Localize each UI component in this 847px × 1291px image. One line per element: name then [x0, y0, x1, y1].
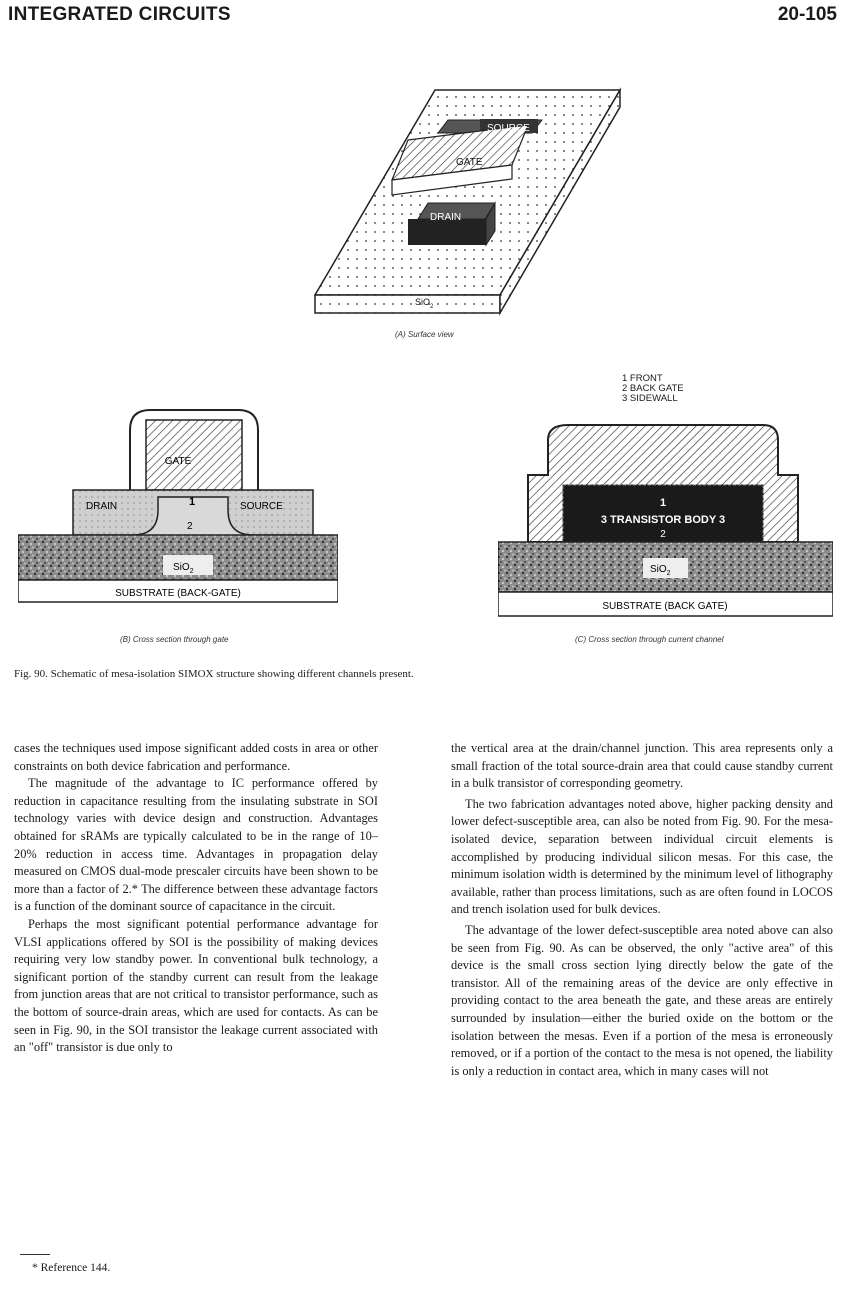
paragraph: the vertical area at the drain/channel junction. This area represents only a small fraction of the total source-drain area that could cause standby current in a bulk transistor of corresponding geometry.: [451, 741, 833, 791]
body-column-left: [14, 740, 378, 1057]
body-column-right: [451, 740, 833, 1080]
label-transistor-body: 3 TRANSISTOR BODY 3: [600, 514, 726, 526]
label-substrate: SUBSTRATE (BACK GATE): [602, 601, 728, 612]
figure-panel-c: [498, 420, 833, 620]
label-substrate: SUBSTRATE (BACK-GATE): [115, 588, 241, 599]
label-drain: DRAIN: [86, 501, 118, 512]
caption-panel-b: (B) Cross section through gate: [120, 635, 229, 644]
figure-caption: Fig. 90. Schematic of mesa-isolation SIMOX structure showing different channels present.: [14, 668, 414, 680]
paragraph: Perhaps the most significant potential performance advantage for VLSI applications offered by SOI is the possibility of making devices requiring very low standby power. In conventional bulk technology, a significant portion of the standby current can result from the leakage from junction areas that are not critical to transistor performance, such as the bottom of source-drain areas, which are used for contacts. As can be seen in Fig. 90, in the SOI transistor the leakage current associated with an "off" transistor is due only to: [14, 916, 378, 1055]
label-drain: DRAIN: [430, 212, 462, 223]
label-channel-2: 2: [660, 529, 666, 540]
slab-front: [315, 295, 500, 313]
legend-item-back-gate: 2 BACK GATE: [622, 383, 684, 394]
paragraph: The two fabrication advantages noted above, higher packing density and lower defect-susceptible area, can also be noted from Fig. 90. For the mesa-isolated device, separation between individual circuit elements is accomplished by producing individual silicon mesas. For this case, the minimum isolation width is determined by the minimum level of lithography available, rather than process limitations, such as are often found in LOCOS and trench isolation used for bulk devices.: [451, 796, 833, 917]
caption-panel-c: (C) Cross section through current channel: [575, 635, 724, 644]
panel-c-legend: [622, 374, 684, 404]
label-source: SOURCE: [487, 123, 530, 134]
label-gate: GATE: [164, 456, 192, 467]
label-sio2: SiO$_2$: [173, 562, 194, 575]
legend-item-front: 1 FRONT: [622, 373, 663, 384]
label-gate: GATE: [456, 157, 483, 168]
figure-panel-b: [18, 405, 338, 620]
label-channel-2: 2: [187, 521, 193, 532]
paragraph: The magnitude of the advantage to IC performance offered by reduction in capacitance resulting from the insulating substrate in SOI technology varies with device design and construction. Advantages obtained for sRAMs are typically calculated to be in the range of 10–20% reduction in access time. Advantages in propagation delay measured on CMOS dual-mode prescaler circuits have been shown to be more than a factor of 2.* The difference between these advantage factors is a function of the dominant source of capacitance in the circuit.: [14, 776, 378, 914]
footnote-divider: [20, 1254, 50, 1255]
caption-panel-a: (A) Surface view: [395, 330, 454, 339]
label-sio2: SiO$_2$: [415, 297, 434, 310]
label-channel-1: 1: [659, 497, 667, 509]
page-number: 20-105: [777, 4, 837, 25]
paragraph: cases the techniques used impose significant added costs in area or other constraints on both device fabrication and performance.: [14, 741, 378, 773]
legend-item-sidewall: 3 SIDEWALL: [622, 393, 678, 404]
running-header-section: INTEGRATED CIRCUITS: [8, 4, 231, 25]
paragraph: The advantage of the lower defect-susceptible area noted above can also be seen from Fig. 90. As can be observed, the only "active area" of this device is the small cross section lying directly below the gate of the transistor. All of the remaining areas of the device are only effective in providing contact to the area beneath the gate, and these areas are entirely surrounded by insulation—either the buried oxide on the bottom or the isolation between the mesas. Even if a portion of the mesa is erroneously removed, or if a portion of the contact to the mesa is not opened, the liability is only a reduction in contact area, which in many cases will not: [451, 922, 833, 1078]
gate-electrode: [146, 420, 242, 490]
label-source: SOURCE: [240, 501, 283, 512]
footnote: * Reference 144.: [32, 1262, 111, 1274]
figure-panel-a: [300, 85, 630, 325]
label-channel-1: 1: [189, 496, 196, 508]
label-sio2: SiO$_2$: [650, 564, 671, 577]
